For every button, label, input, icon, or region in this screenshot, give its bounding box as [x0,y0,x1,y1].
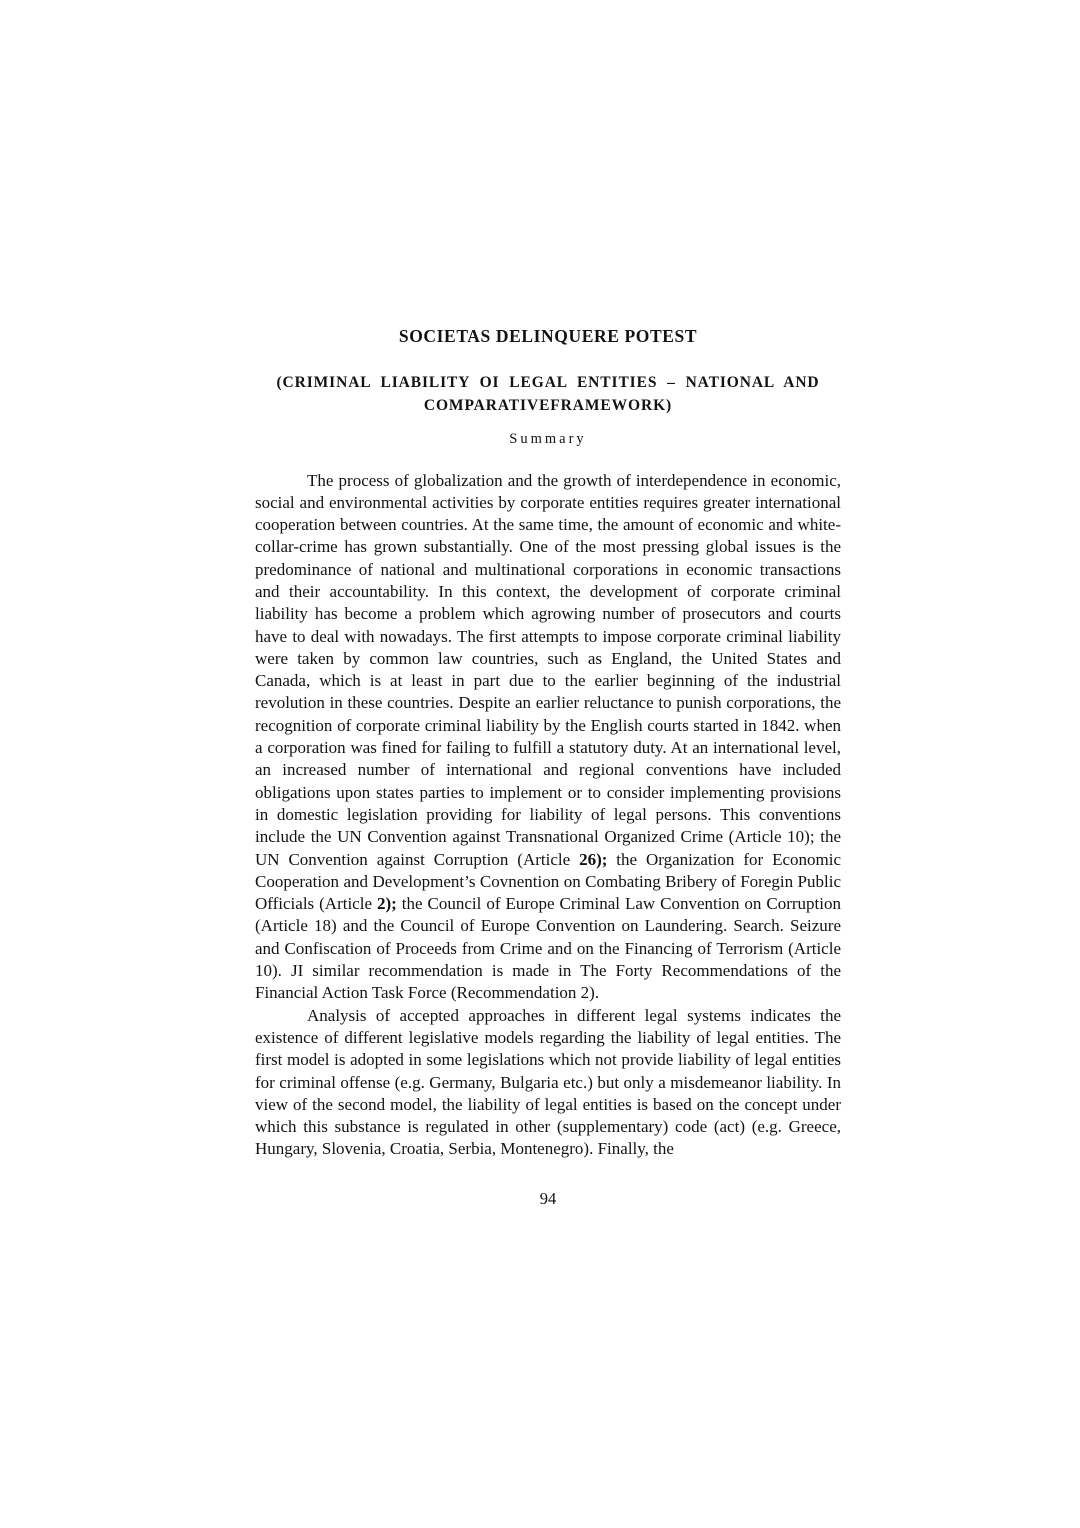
paragraph-run: The process of globalization and the growth of interdependence in economic, social and environmental activities by corporate entities requires greater international cooperation between countries. At the same time, the amount of economic and white-collar-crime has grown substantially. One of the most pressing global issues is the predominance of national and multinational corporations in economic transactions and their accountability. In this context, the development of corporate criminal liability has become a problem which agrowing number of prosecutors and courts have to deal with nowadays. The first attempts to impose corporate criminal liability were taken by common law countries, such as England, the United States and Canada, which is at least in part due to the earlier beginning of the industrial revolution in these countries. Despite an earlier reluctance to punish corporations, the recognition of corporate criminal liability by the English courts started in 1842. when a corporation was fined for failing to fulfill a statutory duty. At an international level, an increased number of international and regional conventions have included obligations upon states parties to implement or to consider implementing provisions in domestic legislation providing for liability of legal persons. This conventions include the UN Convention against Transnational Organized Crime (Article 10); the UN Convention against Corruption (Article [255,470,841,869]
paragraph-run: the Council of Europe Criminal Law Convention on Corruption (Article 18) and the Council of Europe Convention on Laundering. Search. Seizure and Confiscation of Proceeds from Crime and on the Financing of Terrorism (Article 10). JI similar recommendation is made in The Forty Recommendations of the Financial Action Task Force (Recommendation 2). [255,894,842,1003]
paragraph-run: the Organization for Economic Cooperation and Development’s Covnention on Combating Bribery of Foregin Public Officials (Article [255,849,841,914]
document-subtitle [255,371,841,418]
summary-heading: Summary [509,430,587,447]
document-subtitle-line-2: COMPARATIVEFRAMEWORK) [423,397,673,415]
paragraph [255,1005,841,1161]
document-subtitle-line-1: (CRIMINAL LIABILITY OI LEGAL ENTITIES – NATIONAL AND [276,374,820,391]
paragraph-run-bold: 2); [376,894,397,914]
page-number: 94 [539,1188,557,1208]
summary-paragraphs [255,470,841,1161]
paragraph-run: Analysis of accepted approaches in different legal systems indicates the existence of different legislative models regarding the liability of legal entities. The first model is adopted in some legislations which not provide liability of legal entities for criminal offense (e.g. Germany, Bulgaria etc.) but only a misdemeanor liability. In view of the second model, the liability of legal entities is based on the concept under which this substance is regulated in other (supplementary) code (act) (e.g. Greece, Hungary, Slovenia, Croatia, Serbia, Montenegro). Finally, the [255,1005,841,1159]
page-content [255,326,841,1209]
document-title: SOCIETAS DELINQUERE POTEST [398,326,698,346]
paragraph [255,470,841,1005]
paragraph-run-bold: 26); [579,849,608,869]
